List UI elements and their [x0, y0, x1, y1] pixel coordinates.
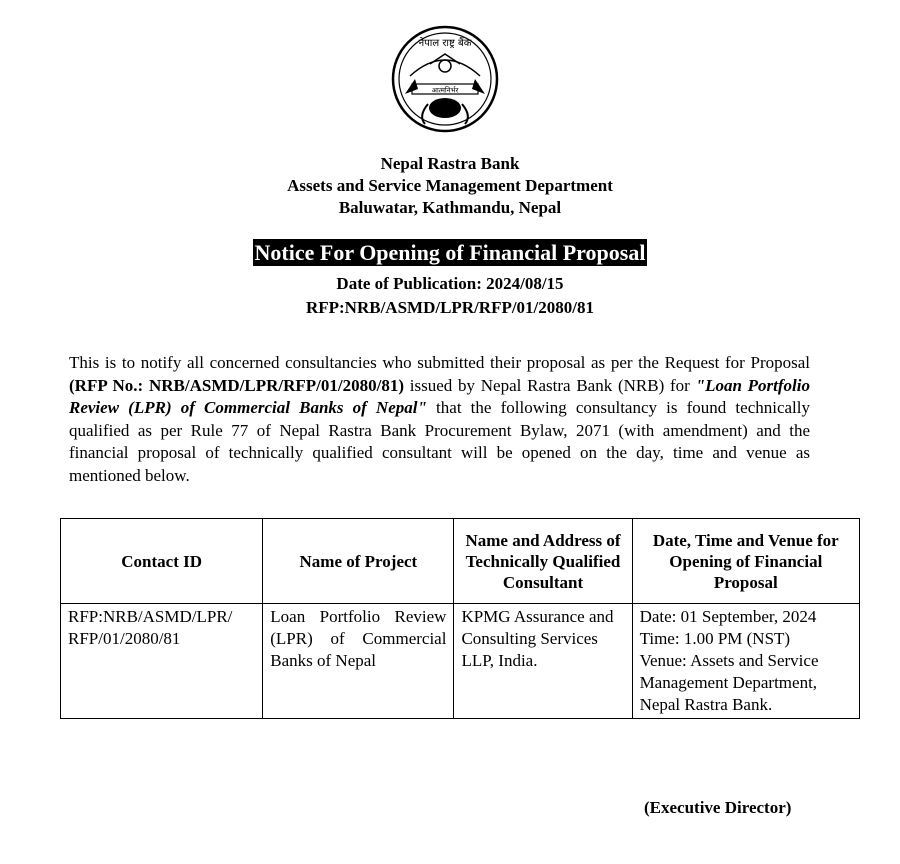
publication-date: Date of Publication: 2024/08/15 — [336, 274, 564, 293]
proposal-table — [60, 518, 860, 719]
cell-contact-id: RFP:NRB/ASMD/LPR/ RFP/01/2080/81 — [61, 604, 263, 719]
notice-title — [0, 239, 900, 266]
opening-date: Date: 01 September, 2024 — [639, 607, 817, 626]
notice-title-text: Notice For Opening of Financial Proposal — [254, 240, 646, 265]
seal-top-text: नेपाल राष्ट्र बैंक — [418, 38, 472, 49]
nrb-seal-icon — [390, 24, 500, 134]
rfp-number: RFP:NRB/ASMD/LPR/RFP/01/2080/81 — [305, 298, 595, 317]
cell-date-venue — [632, 604, 859, 719]
body-part-2: issued by Nepal Rastra Bank (NRB) for — [403, 375, 696, 395]
org-name: Nepal Rastra Bank — [380, 154, 520, 173]
header-consultant: Name and Address of Technically Qualified Consultant — [454, 519, 632, 604]
opening-venue: Venue: Assets and Service Management Department, Nepal Rastra Bank. — [639, 651, 819, 714]
header-project: Name of Project — [263, 519, 454, 604]
cell-consultant: KPMG Assurance and Consulting Services LLP, India. — [454, 604, 632, 719]
body-part-1: This is to notify all concerned consultancies who submitted their proposal as per the Request for Proposal — [69, 353, 810, 372]
department-name: Assets and Service Management Department — [287, 176, 613, 195]
body-part-3: that the following consultancy is found technically qualified as per Rule 77 of Nepal Rastra Bank Procurement Bylaw, 2071 (with amendment) and the financial proposal of technically qualified consultant will be opened on the day, time and venue as mentioned below. — [69, 398, 810, 485]
body-project-name: "Loan Portfolio Review (LPR) of Commercial Banks of Nepal" — [69, 375, 810, 417]
org-address: Baluwatar, Kathmandu, Nepal — [338, 198, 562, 217]
signature: (Executive Director) — [644, 798, 792, 817]
letterhead — [0, 153, 900, 219]
table-header-row — [61, 519, 860, 604]
table-row — [61, 604, 860, 719]
body-rfp-number: (RFP No.: NRB/ASMD/LPR/RFP/01/2080/81) — [69, 375, 404, 395]
notice-body — [69, 352, 810, 487]
seal-ribbon-text: आत्मनिर्भर — [431, 86, 459, 95]
publication-info — [0, 272, 900, 320]
header-contact-id: Contact ID — [61, 519, 263, 604]
header-date-venue: Date, Time and Venue for Opening of Financial Proposal — [632, 519, 859, 604]
opening-time: Time: 1.00 PM (NST) — [639, 629, 791, 648]
cell-project: Loan Portfolio Review (LPR) of Commercial Banks of Nepal — [263, 604, 454, 719]
